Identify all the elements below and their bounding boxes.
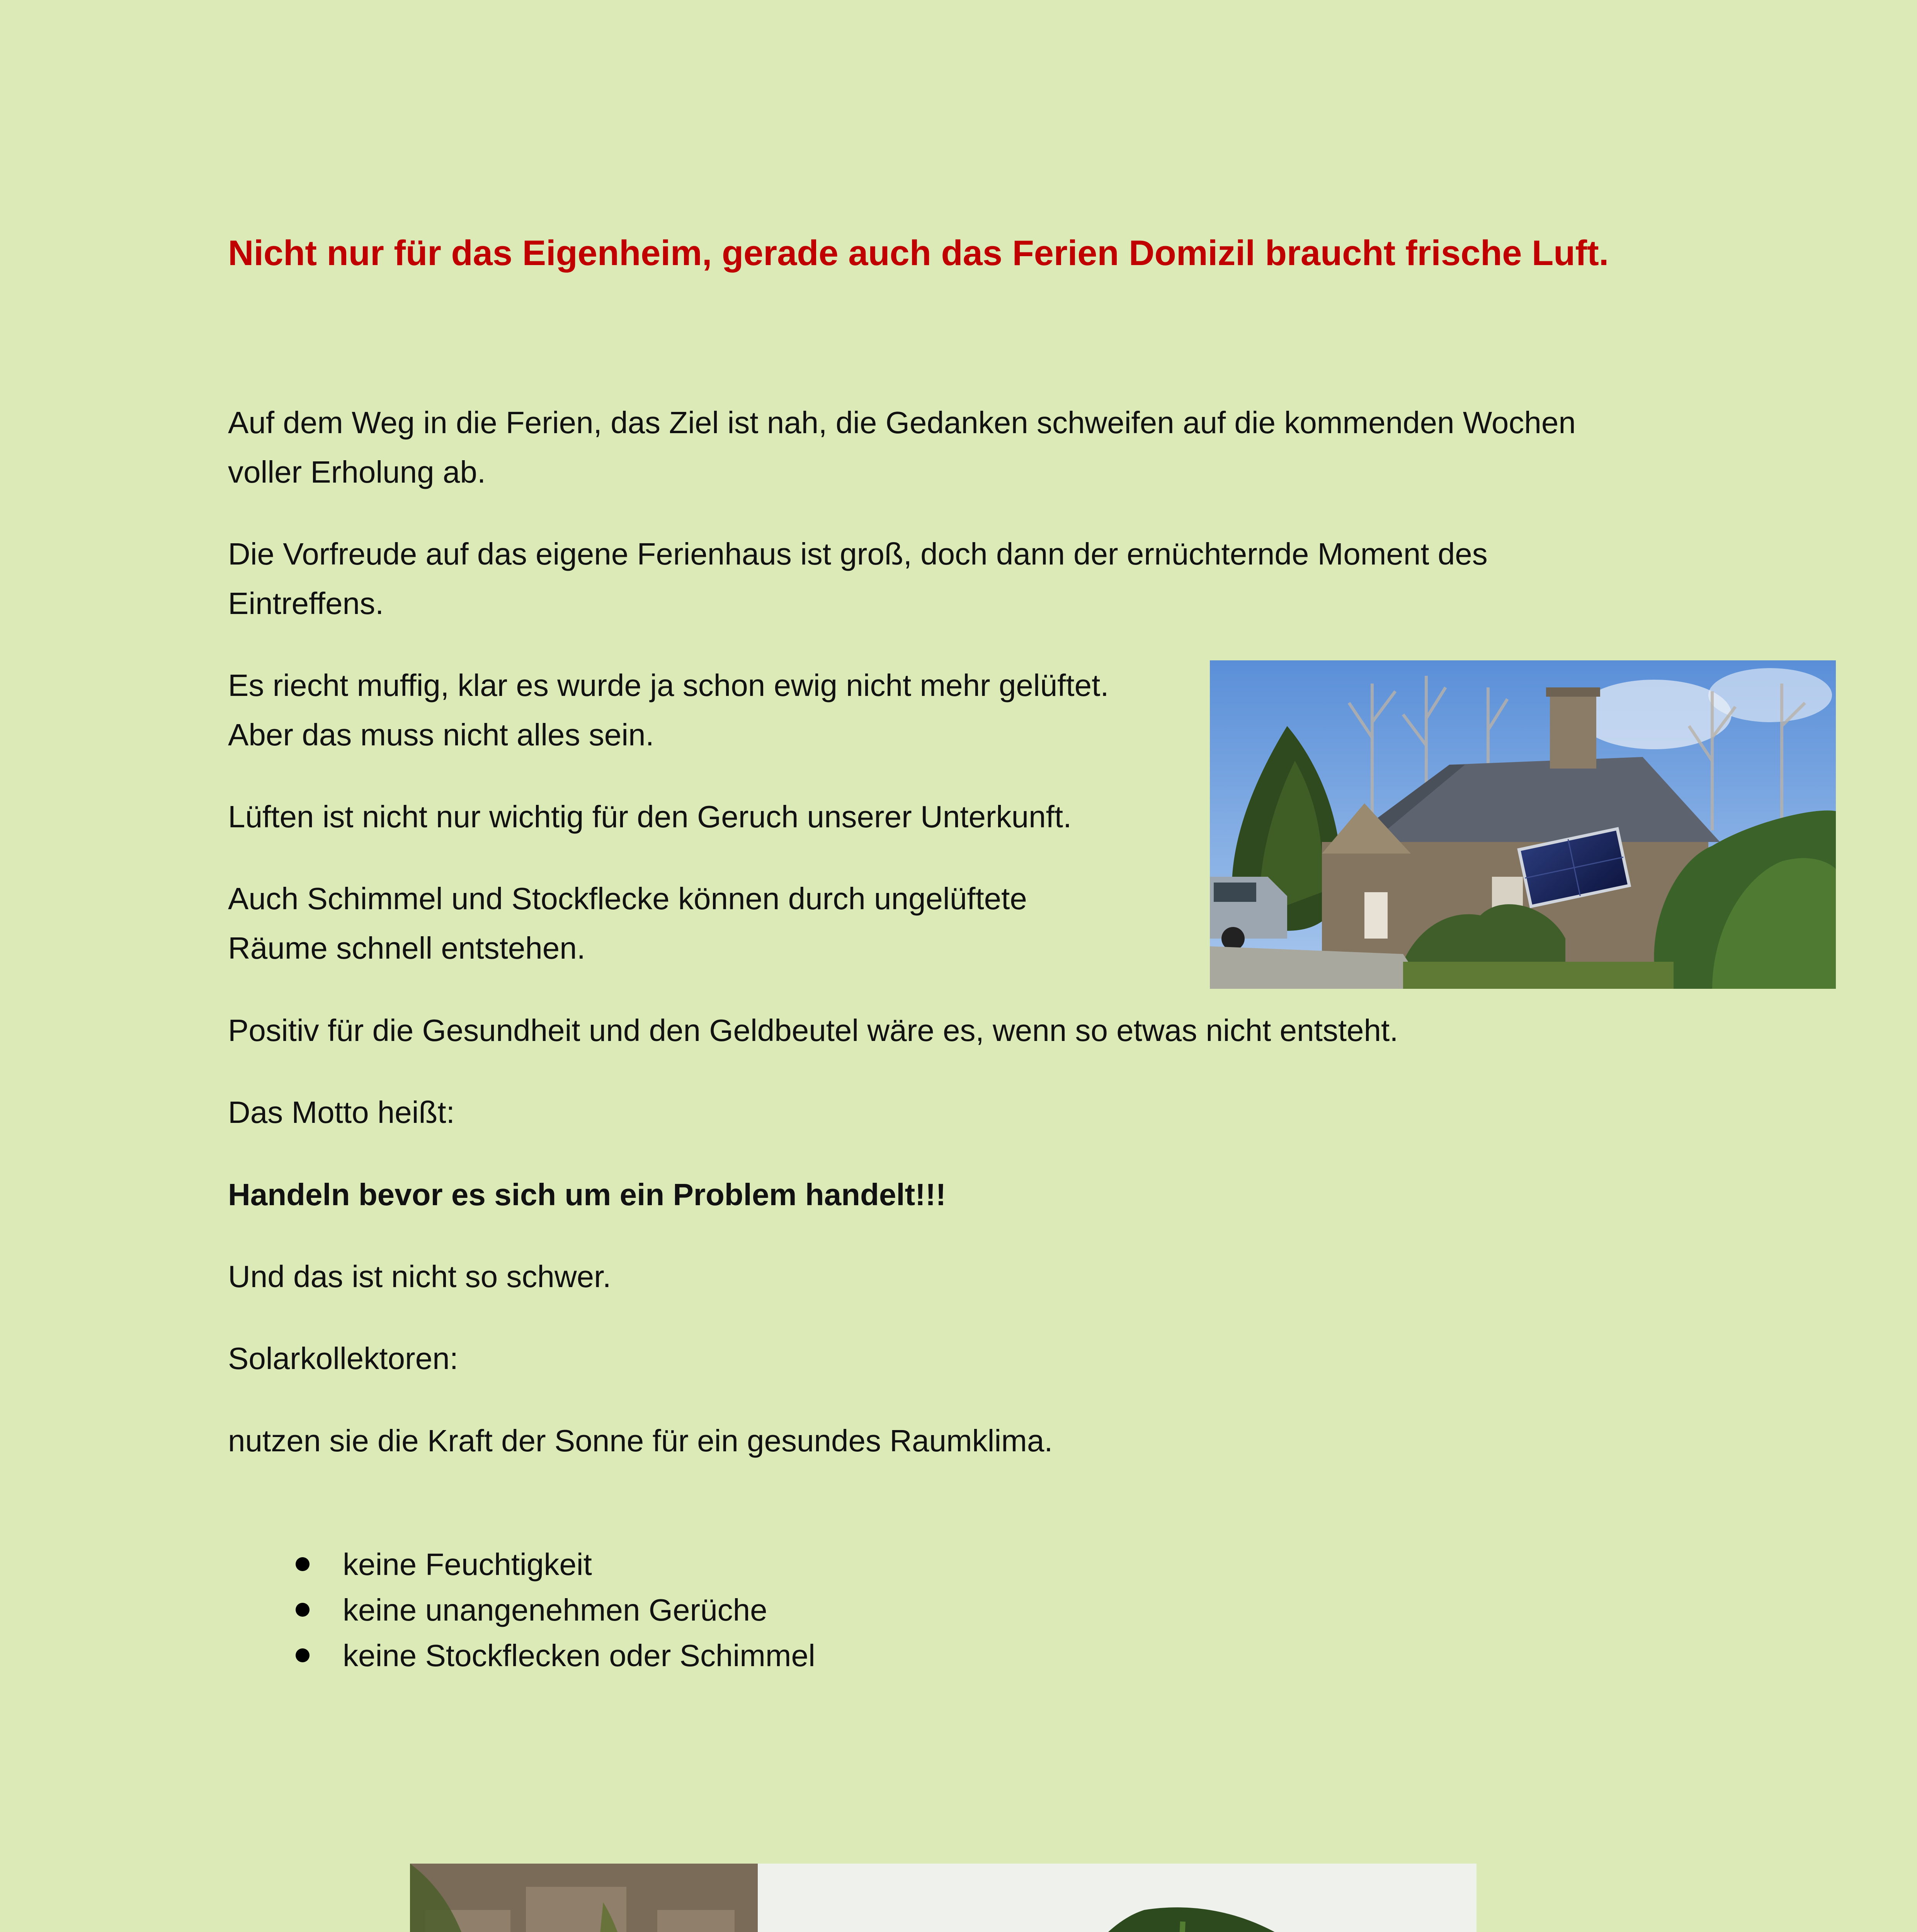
paragraph-line: Aber das muss nicht alles sein. [228, 718, 654, 752]
document-title: Nicht nur für das Eigenheim, gerade auch das Ferien Domizil braucht frische Luft. [228, 233, 1609, 273]
paragraph-line: Solarkollektoren: [228, 1341, 458, 1376]
paragraph-line: Auch Schimmel und Stockflecke können durch ungelüftete [228, 881, 1027, 916]
paragraph-line: Positiv für die Gesundheit und den Geldbeutel wäre es, wenn so etwas nicht entsteht. [228, 1013, 1398, 1048]
motto-bold-line: Handeln bevor es sich um ein Problem handelt!!! [228, 1177, 946, 1212]
paragraph-line: Auf dem Weg in die Ferien, das Ziel ist nah, die Gedanken schweifen auf die kommenden Wochen [228, 405, 1576, 440]
paragraph-line: Lüften ist nicht nur wichtig für den Geruch unserer Unterkunft. [228, 799, 1072, 834]
cottage-photo-image [1210, 660, 1836, 989]
benefit-list [228, 1542, 815, 1679]
garden-photo [410, 1864, 1476, 1932]
list-item: keine Stockflecken oder Schimmel [228, 1633, 815, 1679]
paragraph-line: voller Erholung ab. [228, 455, 486, 489]
garden-photo-image [410, 1864, 1476, 1932]
bullet-icon [296, 1557, 310, 1571]
paragraph-line: Das Motto heißt: [228, 1095, 455, 1129]
cottage-photo [1210, 660, 1836, 989]
bullet-icon [296, 1648, 310, 1662]
paragraph-line: Es riecht muffig, klar es wurde ja schon ewig nicht mehr gelüftet. [228, 668, 1109, 702]
bullet-icon [296, 1603, 310, 1617]
paragraph-line: Und das ist nicht so schwer. [228, 1259, 611, 1294]
paragraph-line: Eintreffens. [228, 586, 384, 621]
paragraph-line: Die Vorfreude auf das eigene Ferienhaus ist groß, doch dann der ernüchternde Moment des [228, 537, 1488, 571]
list-item: keine Feuchtigkeit [228, 1542, 815, 1587]
list-item: keine unangenehmen Gerüche [228, 1587, 815, 1633]
paragraph-line: Räume schnell entstehen. [228, 931, 585, 965]
paragraph-line: nutzen sie die Kraft der Sonne für ein gesundes Raumklima. [228, 1423, 1053, 1458]
